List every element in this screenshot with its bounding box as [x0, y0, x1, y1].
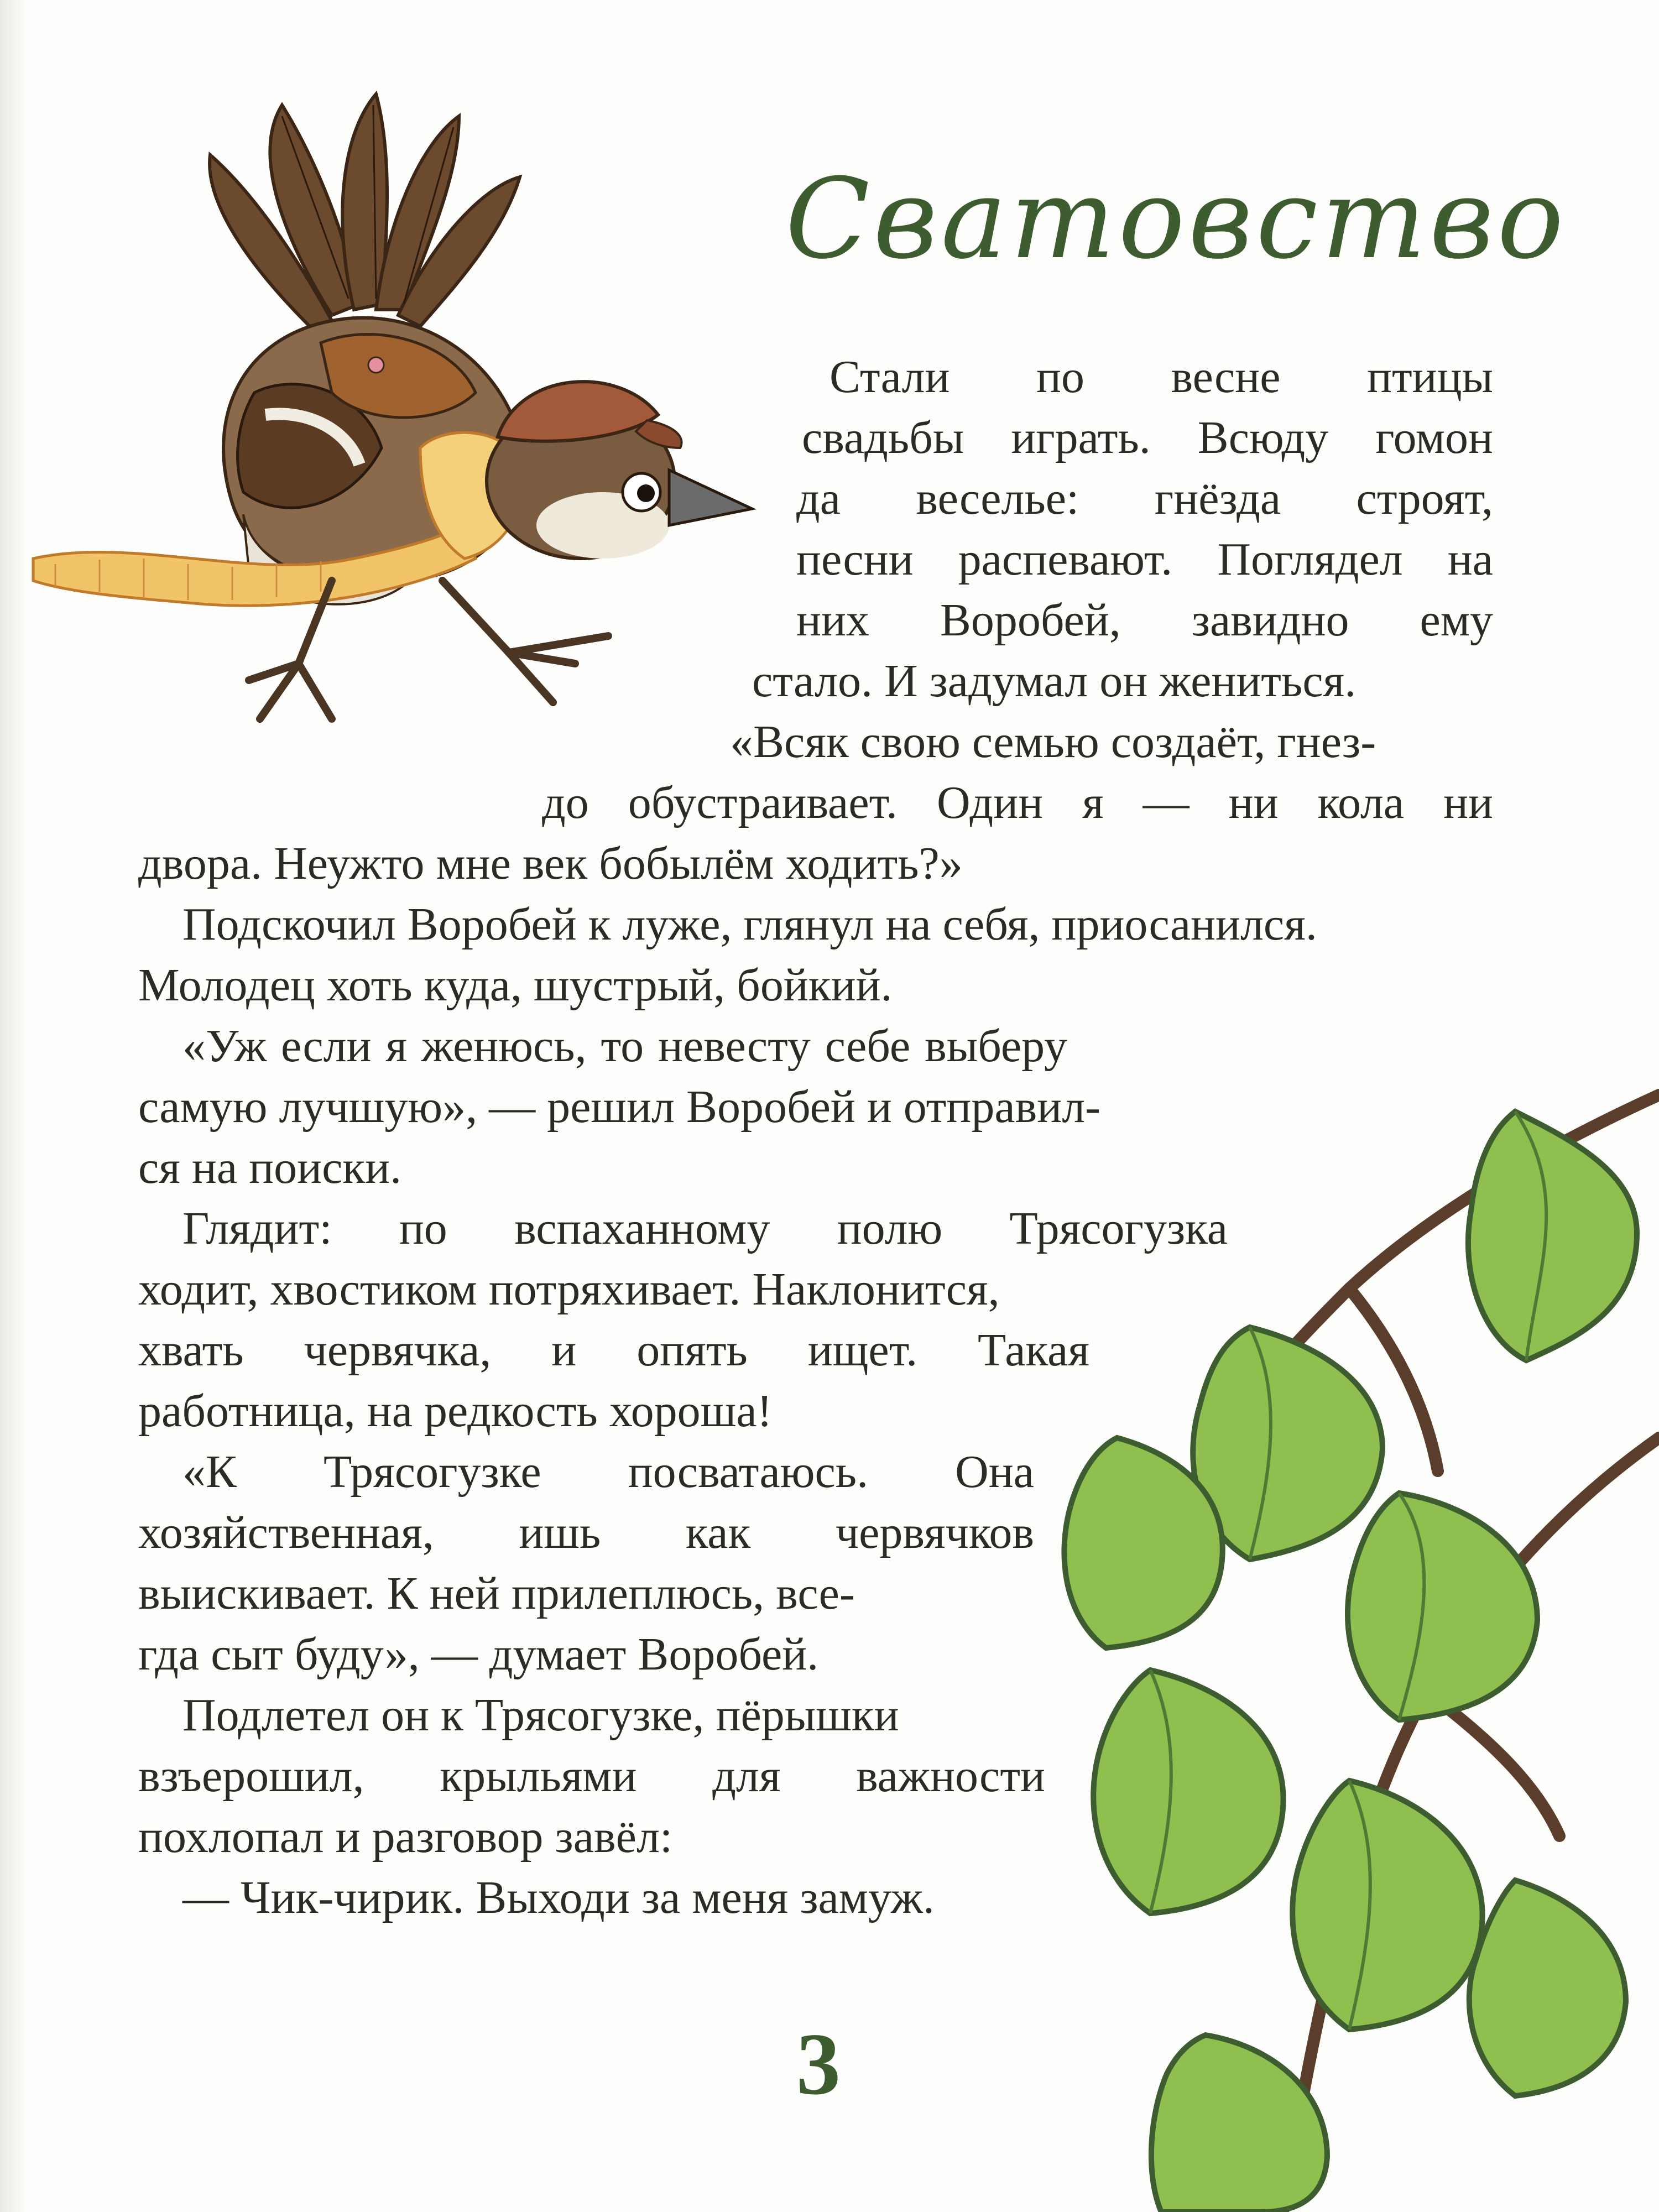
text-line: двора. Неужто мне век бобылём ходить?»	[138, 838, 963, 889]
text-line: «К Трясогузке посватаюсь. Она	[182, 1446, 1034, 1498]
text-line: — Чик-чирик. Выходи за меня замуж.	[182, 1872, 935, 1923]
sparrow-illustration	[22, 83, 807, 747]
story-title: Сватовство	[785, 155, 1567, 284]
text-line: Стали по весне птицы	[830, 351, 1493, 403]
text-line: хозяйственная, ишь как червячков	[138, 1507, 1034, 1558]
text-line: них Воробей, завидно ему	[796, 594, 1493, 646]
text-line: ходит, хвостиком потряхивает. Наклонится,	[138, 1264, 1000, 1315]
text-line: взъерошил, крыльями для важности	[138, 1750, 1045, 1802]
text-line: Подлетел он к Трясогузке, пёрышки	[182, 1689, 899, 1741]
text-line: до обустраивает. Один я — ни кола ни	[542, 777, 1493, 828]
text-line: гда сыт буду», — думает Воробей.	[138, 1629, 819, 1680]
page-number: 3	[796, 2015, 841, 2113]
text-line: песни распевают. Поглядел на	[796, 534, 1493, 585]
text-line: Молодец хоть куда, шустрый, бойкий.	[138, 959, 893, 1011]
text-line: да веселье: гнёзда строят,	[796, 473, 1493, 524]
text-line: работница, на редкость хороша!	[138, 1385, 773, 1437]
text-line: выискивает. К ней прилеплюсь, все-	[138, 1568, 855, 1619]
text-line: Подскочил Воробей к луже, глянул на себя, приосанился.	[182, 899, 1317, 950]
text-line: ся на поиски.	[138, 1142, 402, 1193]
text-line: хвать червячка, и опять ищет. Такая	[138, 1324, 1089, 1376]
text-line: Глядит: по вспаханному полю Трясогузка	[182, 1203, 1228, 1254]
text-line: свадьбы играть. Всюду гомон	[802, 412, 1493, 463]
text-line: стало. И задумал он жениться.	[752, 655, 1357, 707]
text-line: «Всяк свою семью создаёт, гнез-	[730, 716, 1376, 768]
text-line: самую лучшую», — решил Воробей и отправил-	[138, 1081, 1101, 1133]
text-line: похлопал и разговор завёл:	[138, 1811, 673, 1863]
text-line: «Уж если я женюсь, то невесту себе выберу	[182, 1020, 1067, 1072]
